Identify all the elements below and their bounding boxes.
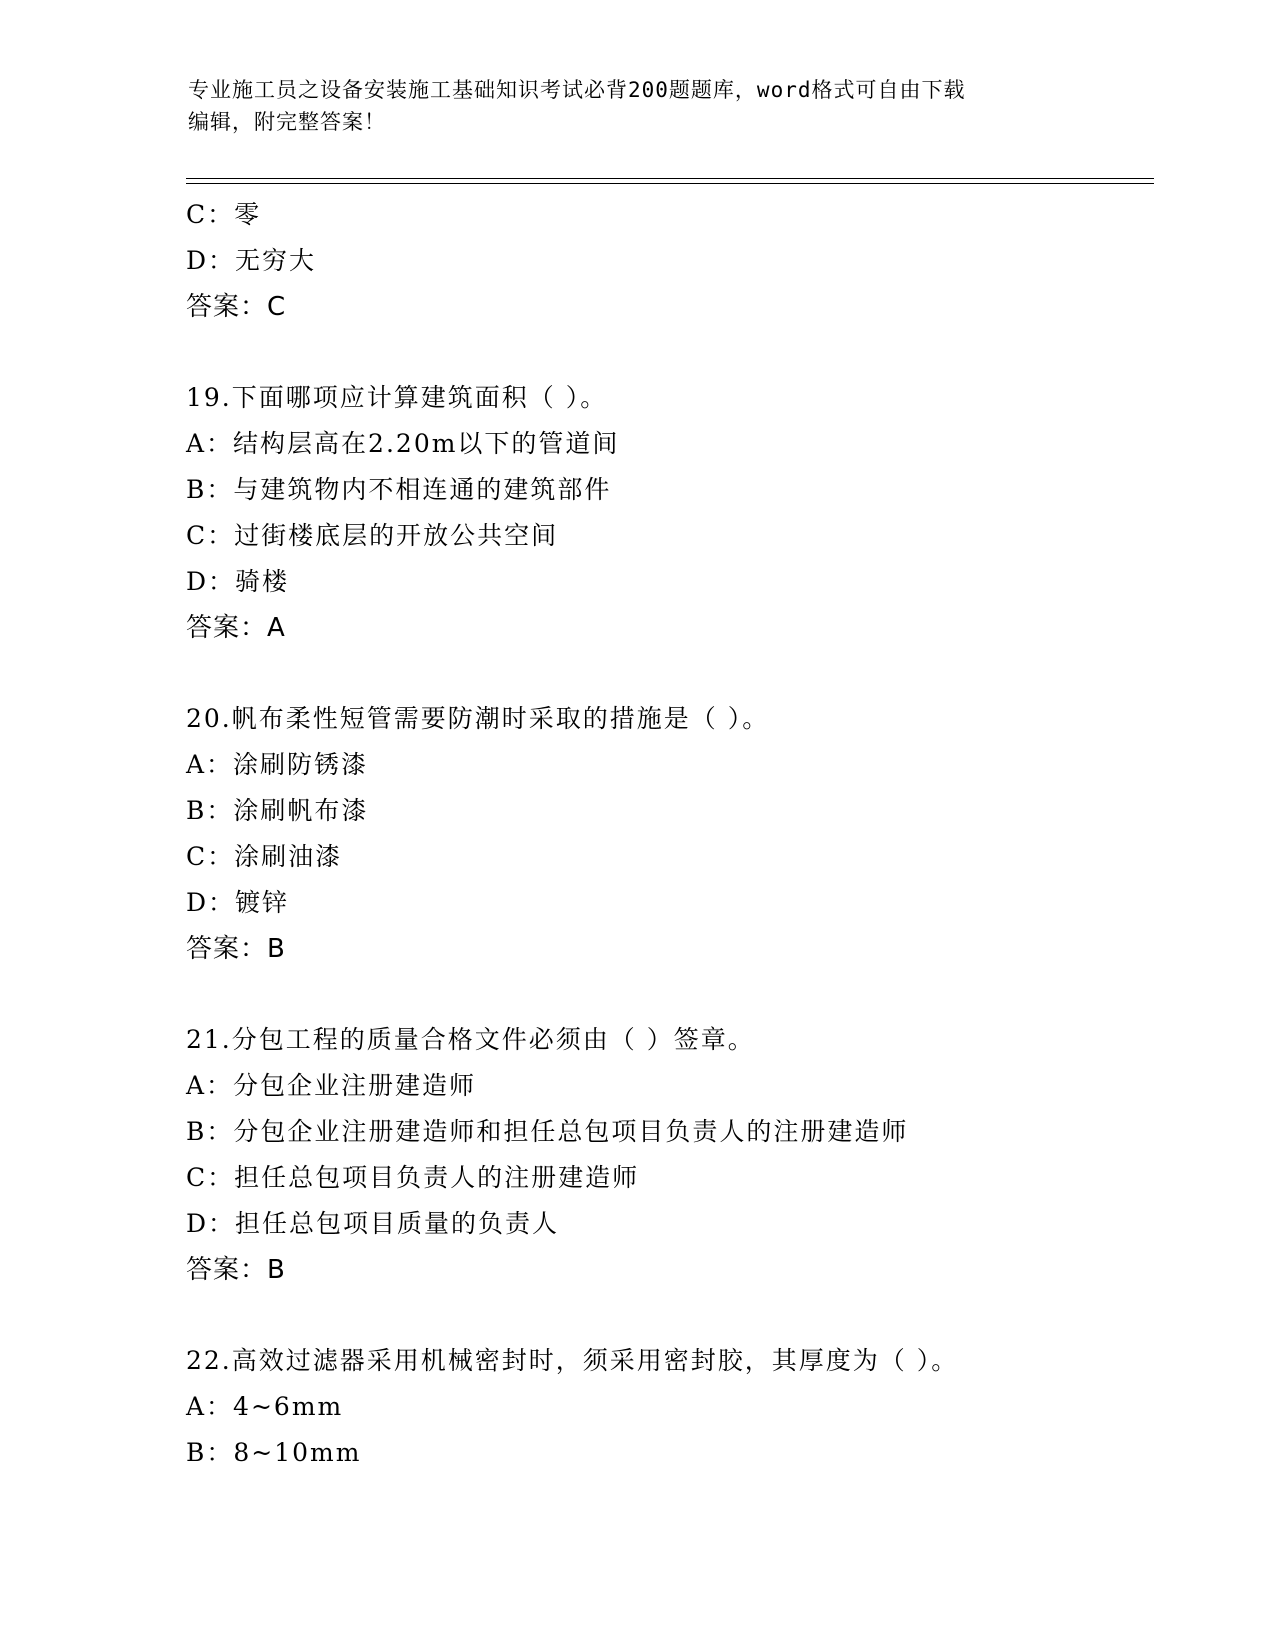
answer-line: 答案：B bbox=[186, 934, 286, 964]
question-22 bbox=[186, 1338, 1166, 1476]
option-d: D：无穷大 bbox=[186, 246, 317, 275]
question-18-continued bbox=[186, 192, 1166, 330]
option-d: D：骑楼 bbox=[186, 567, 290, 596]
option-a: A：4~6mm bbox=[186, 1392, 344, 1421]
option-b: B：与建筑物内不相连通的建筑部件 bbox=[186, 475, 612, 504]
option-b: B：分包企业注册建造师和担任总包项目负责人的注册建造师 bbox=[186, 1117, 909, 1146]
spacer bbox=[186, 972, 1166, 1017]
question-19 bbox=[186, 375, 1166, 651]
option-b: B：涂刷帆布漆 bbox=[186, 796, 369, 825]
option-b: B：8~10mm bbox=[186, 1438, 362, 1467]
spacer bbox=[186, 330, 1166, 375]
question-stem: 22.高效过滤器采用机械密封时，须采用密封胶，其厚度为（ ）。 bbox=[186, 1346, 959, 1375]
option-d: D：镀锌 bbox=[186, 888, 290, 917]
option-a: A：结构层高在2.20m以下的管道间 bbox=[186, 429, 620, 458]
header-title-line-2: 编辑，附完整答案！ bbox=[188, 110, 386, 134]
option-c: C：过街楼底层的开放公共空间 bbox=[186, 521, 559, 550]
question-list bbox=[186, 192, 1166, 1476]
header-divider-top bbox=[186, 178, 1154, 179]
document-header bbox=[188, 74, 1088, 138]
spacer bbox=[186, 1293, 1166, 1338]
question-stem: 20.帆布柔性短管需要防潮时采取的措施是（ ）。 bbox=[186, 704, 770, 733]
question-stem: 19.下面哪项应计算建筑面积（ ）。 bbox=[186, 383, 608, 412]
header-divider-bottom bbox=[186, 183, 1154, 184]
option-a: A：涂刷防锈漆 bbox=[186, 750, 369, 779]
answer-line: 答案：B bbox=[186, 1255, 286, 1285]
option-c: C：零 bbox=[186, 200, 262, 229]
question-stem: 21.分包工程的质量合格文件必须由（ ）签章。 bbox=[186, 1025, 755, 1054]
spacer bbox=[186, 651, 1166, 696]
option-c: C：担任总包项目负责人的注册建造师 bbox=[186, 1163, 640, 1192]
option-c: C：涂刷油漆 bbox=[186, 842, 343, 871]
header-title-line-1: 专业施工员之设备安装施工基础知识考试必背200题题库，word格式可自由下载 bbox=[188, 78, 966, 102]
answer-line: 答案：A bbox=[186, 613, 286, 643]
question-21 bbox=[186, 1017, 1166, 1293]
option-d: D：担任总包项目质量的负责人 bbox=[186, 1209, 560, 1238]
option-a: A：分包企业注册建造师 bbox=[186, 1071, 477, 1100]
question-20 bbox=[186, 696, 1166, 972]
answer-line: 答案：C bbox=[186, 292, 287, 322]
